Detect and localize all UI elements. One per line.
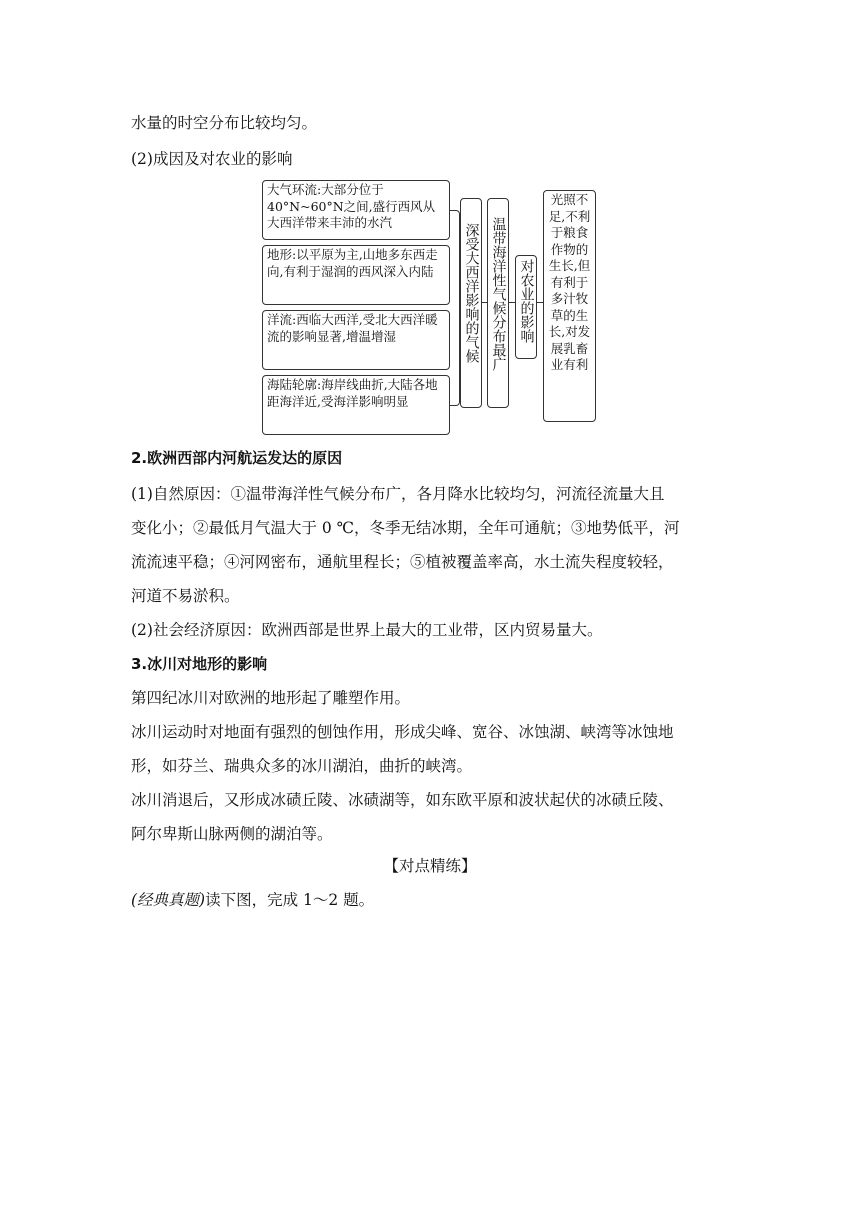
intro-line: 水量的时空分布比较均匀。 [131,114,318,132]
subsection-heading: (2)成因及对农业的影响 [131,150,293,168]
practice-source: (经典真题) [131,891,206,909]
section2-p1-line3: 流流速平稳；④河网密布，通航里程长；⑤植被覆盖率高，水土流失程度较轻， [131,553,674,571]
section2-p2: (2)社会经济原因：欧洲西部是世界上最大的工业带，区内贸易量大。 [131,621,603,639]
practice-instruction [131,890,374,910]
practice-instruction-text: 读下图，完成 1～2 题。 [205,891,375,909]
section3-p3-line1: 冰川消退后，又形成冰碛丘陵、冰碛湖等，如东欧平原和波状起伏的冰碛丘陵、 [131,791,674,809]
climate-result-box [487,198,509,408]
section2-p1-line2: 变化小；②最低月气温大于 0 ℃，冬季无结冰期，全年可通航；③地势低平，河 [131,519,680,537]
agriculture-label-box [515,255,537,359]
section3-title: 3.冰川对地形的影响 [131,655,268,673]
section3-p3-line2: 阿尔卑斯山脉两侧的湖泊等。 [131,825,333,843]
factor-brace [450,210,460,406]
factor-coastline: 海陆轮廓:海岸线曲折,大陆各地距海洋近,受海洋影响明显 [262,375,450,435]
section3-p2-line2: 形，如芬兰、瑞典众多的冰川湖泊，曲折的峡湾。 [131,757,473,775]
section2-p1-line1: (1)自然原因：①温带海洋性气候分布广，各月降水比较均匀，河流径流量大且 [131,485,665,503]
agriculture-label-text: 对农业的影响 [518,259,535,343]
climate-result-text: 温带海洋性气候分布最广 [490,217,507,371]
factor-terrain: 地形:以平原为主,山地多东西走向,有利于湿润的西风深入内陆 [262,245,450,305]
section2-p1-line4: 河道不易淤积。 [131,587,240,605]
influence-box [460,198,482,408]
section3-p2-line1: 冰川运动时对地面有强烈的刨蚀作用，形成尖峰、宽谷、冰蚀湖、峡湾等冰蚀地 [131,723,674,741]
practice-heading: 【对点精练】 [383,857,477,875]
influence-text: 深受大西洋影响的气候 [463,223,480,363]
section3-p1: 第四纪冰川对欧洲的地形起了雕塑作用。 [131,689,411,707]
factor-ocean-current: 洋流:西临大西洋,受北大西洋暖流的影响显著,增温增湿 [262,310,450,370]
section2-title: 2.欧洲西部内河航运发达的原因 [131,449,343,467]
factor-atmospheric-circulation: 大气环流:大部分位于40°N~60°N之间,盛行西风从大西洋带来丰沛的水汽 [262,180,450,240]
agriculture-effect-box: 光照不足,不利于粮食作物的生长,但有利于多汁牧草的生长,对发展乳畜业有利 [543,190,596,422]
